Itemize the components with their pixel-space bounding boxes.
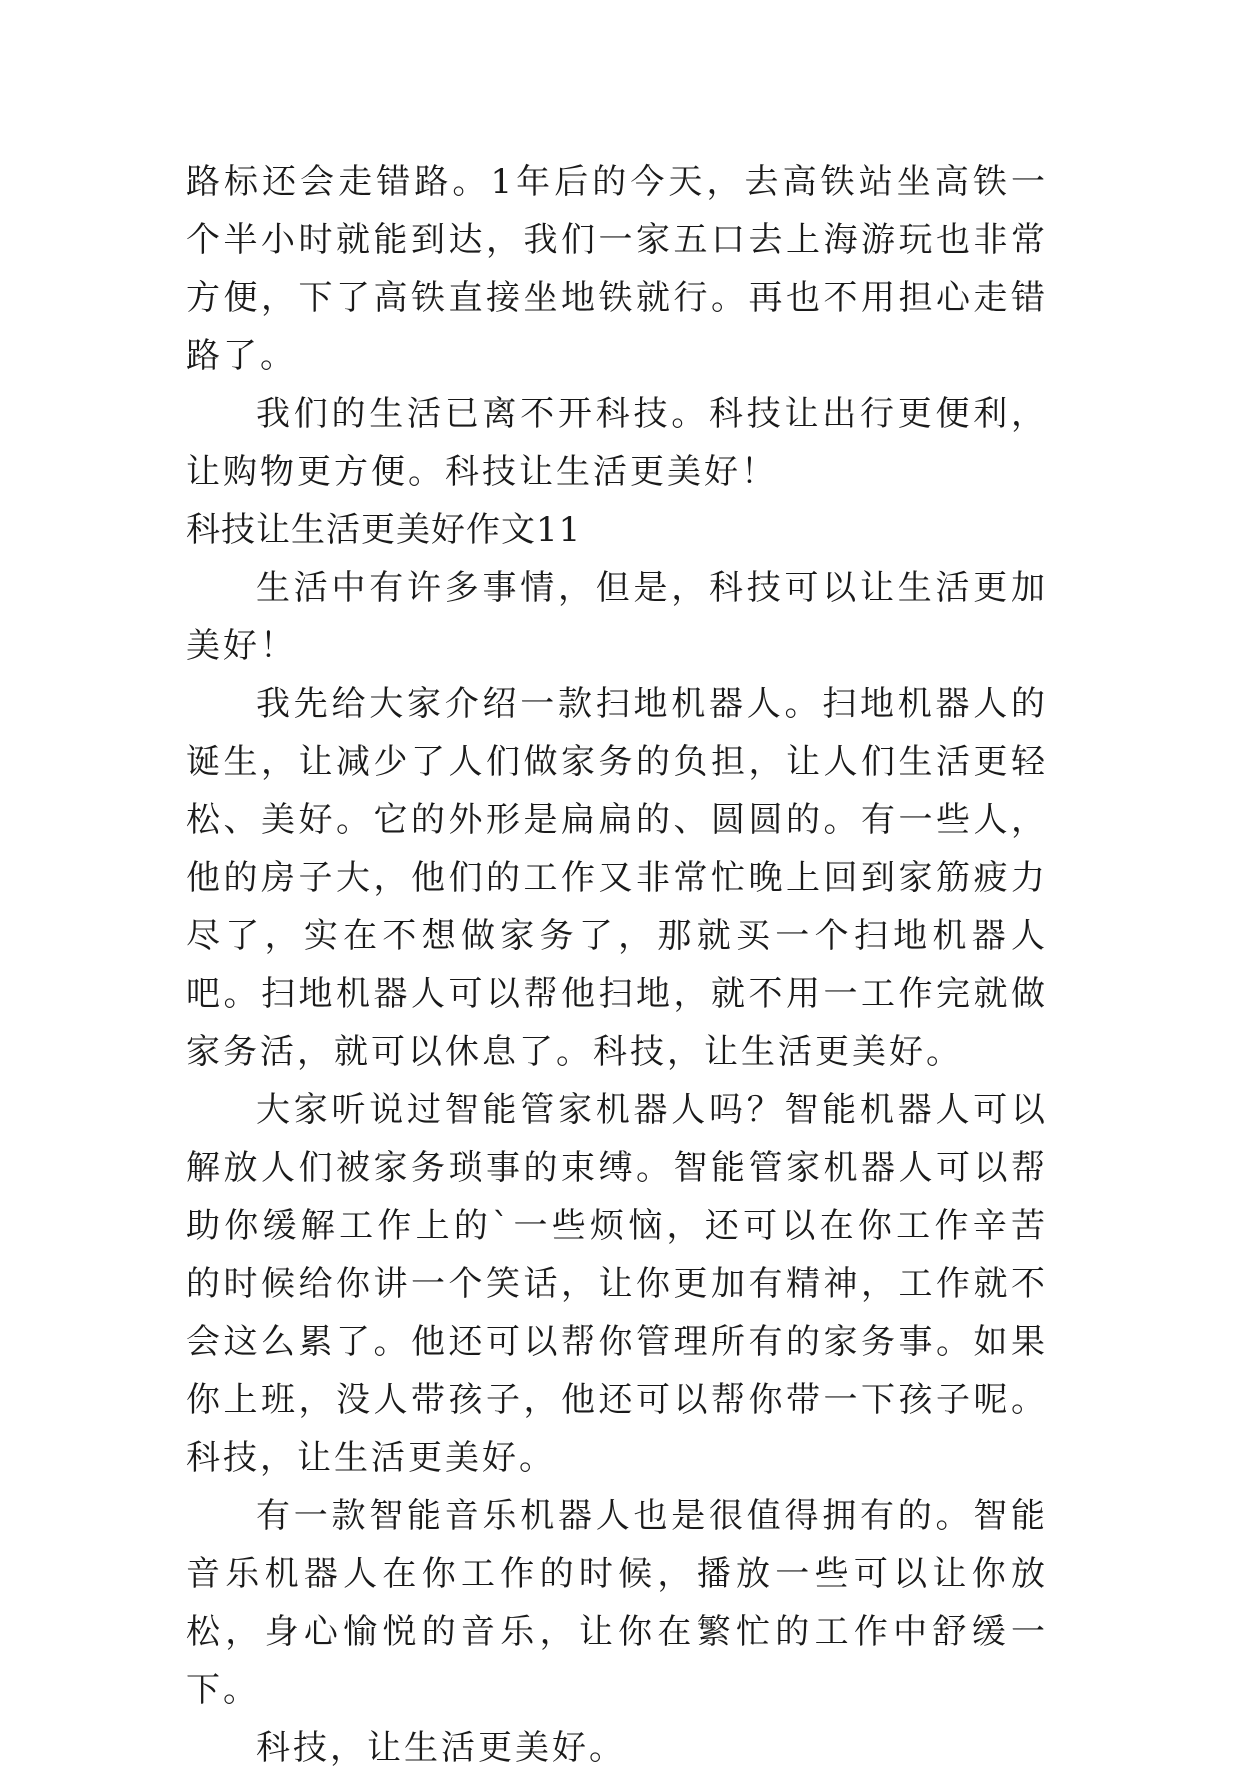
section-heading: 科技让生活更美好作文11 — [186, 510, 582, 550]
paragraph: 有一款智能音乐机器人也是很值得拥有的。智能音乐机器人在你工作的时候，播放一些可以让你放松，身心愉悦的音乐，让你在繁忙的工作中舒缓一下。 — [186, 1496, 1048, 1710]
paragraph: 科技，让生活更美好。 — [256, 1728, 626, 1768]
paragraph: 我们的生活已离不开科技。科技让出行更便利，让购物更方便。科技让生活更美好！ — [186, 394, 1048, 492]
paragraph-continuation: 路标还会走错路。1年后的今天，去高铁站坐高铁一个半小时就能到达，我们一家五口去上海游玩也非常方便，下了高铁直接坐地铁就行。再也不用担心走错路了。 — [186, 162, 1048, 376]
paragraph: 生活中有许多事情，但是，科技可以让生活更加美好！ — [186, 568, 1048, 666]
paragraph: 大家听说过智能管家机器人吗？智能机器人可以解放人们被家务琐事的束缚。智能管家机器人可以帮助你缓解工作上的`一些烦恼，还可以在你工作辛苦的时候给你讲一个笑话，让你更加有精神，工作就不会这么累了。他还可以帮你管理所有的家务事。如果你上班，没人带孩子，他还可以帮你带一下孩子呢。科技，让生活更美好。 — [186, 1090, 1048, 1478]
document-body — [186, 153, 1048, 1777]
paragraph: 我先给大家介绍一款扫地机器人。扫地机器人的诞生，让减少了人们做家务的负担，让人们生活更轻松、美好。它的外形是扁扁的、圆圆的。有一些人，他的房子大，他们的工作又非常忙晚上回到家筋疲力尽了，实在不想做家务了，那就买一个扫地机器人吧。扫地机器人可以帮他扫地，就不用一工作完就做家务活，就可以休息了。科技，让生活更美好。 — [186, 684, 1048, 1072]
